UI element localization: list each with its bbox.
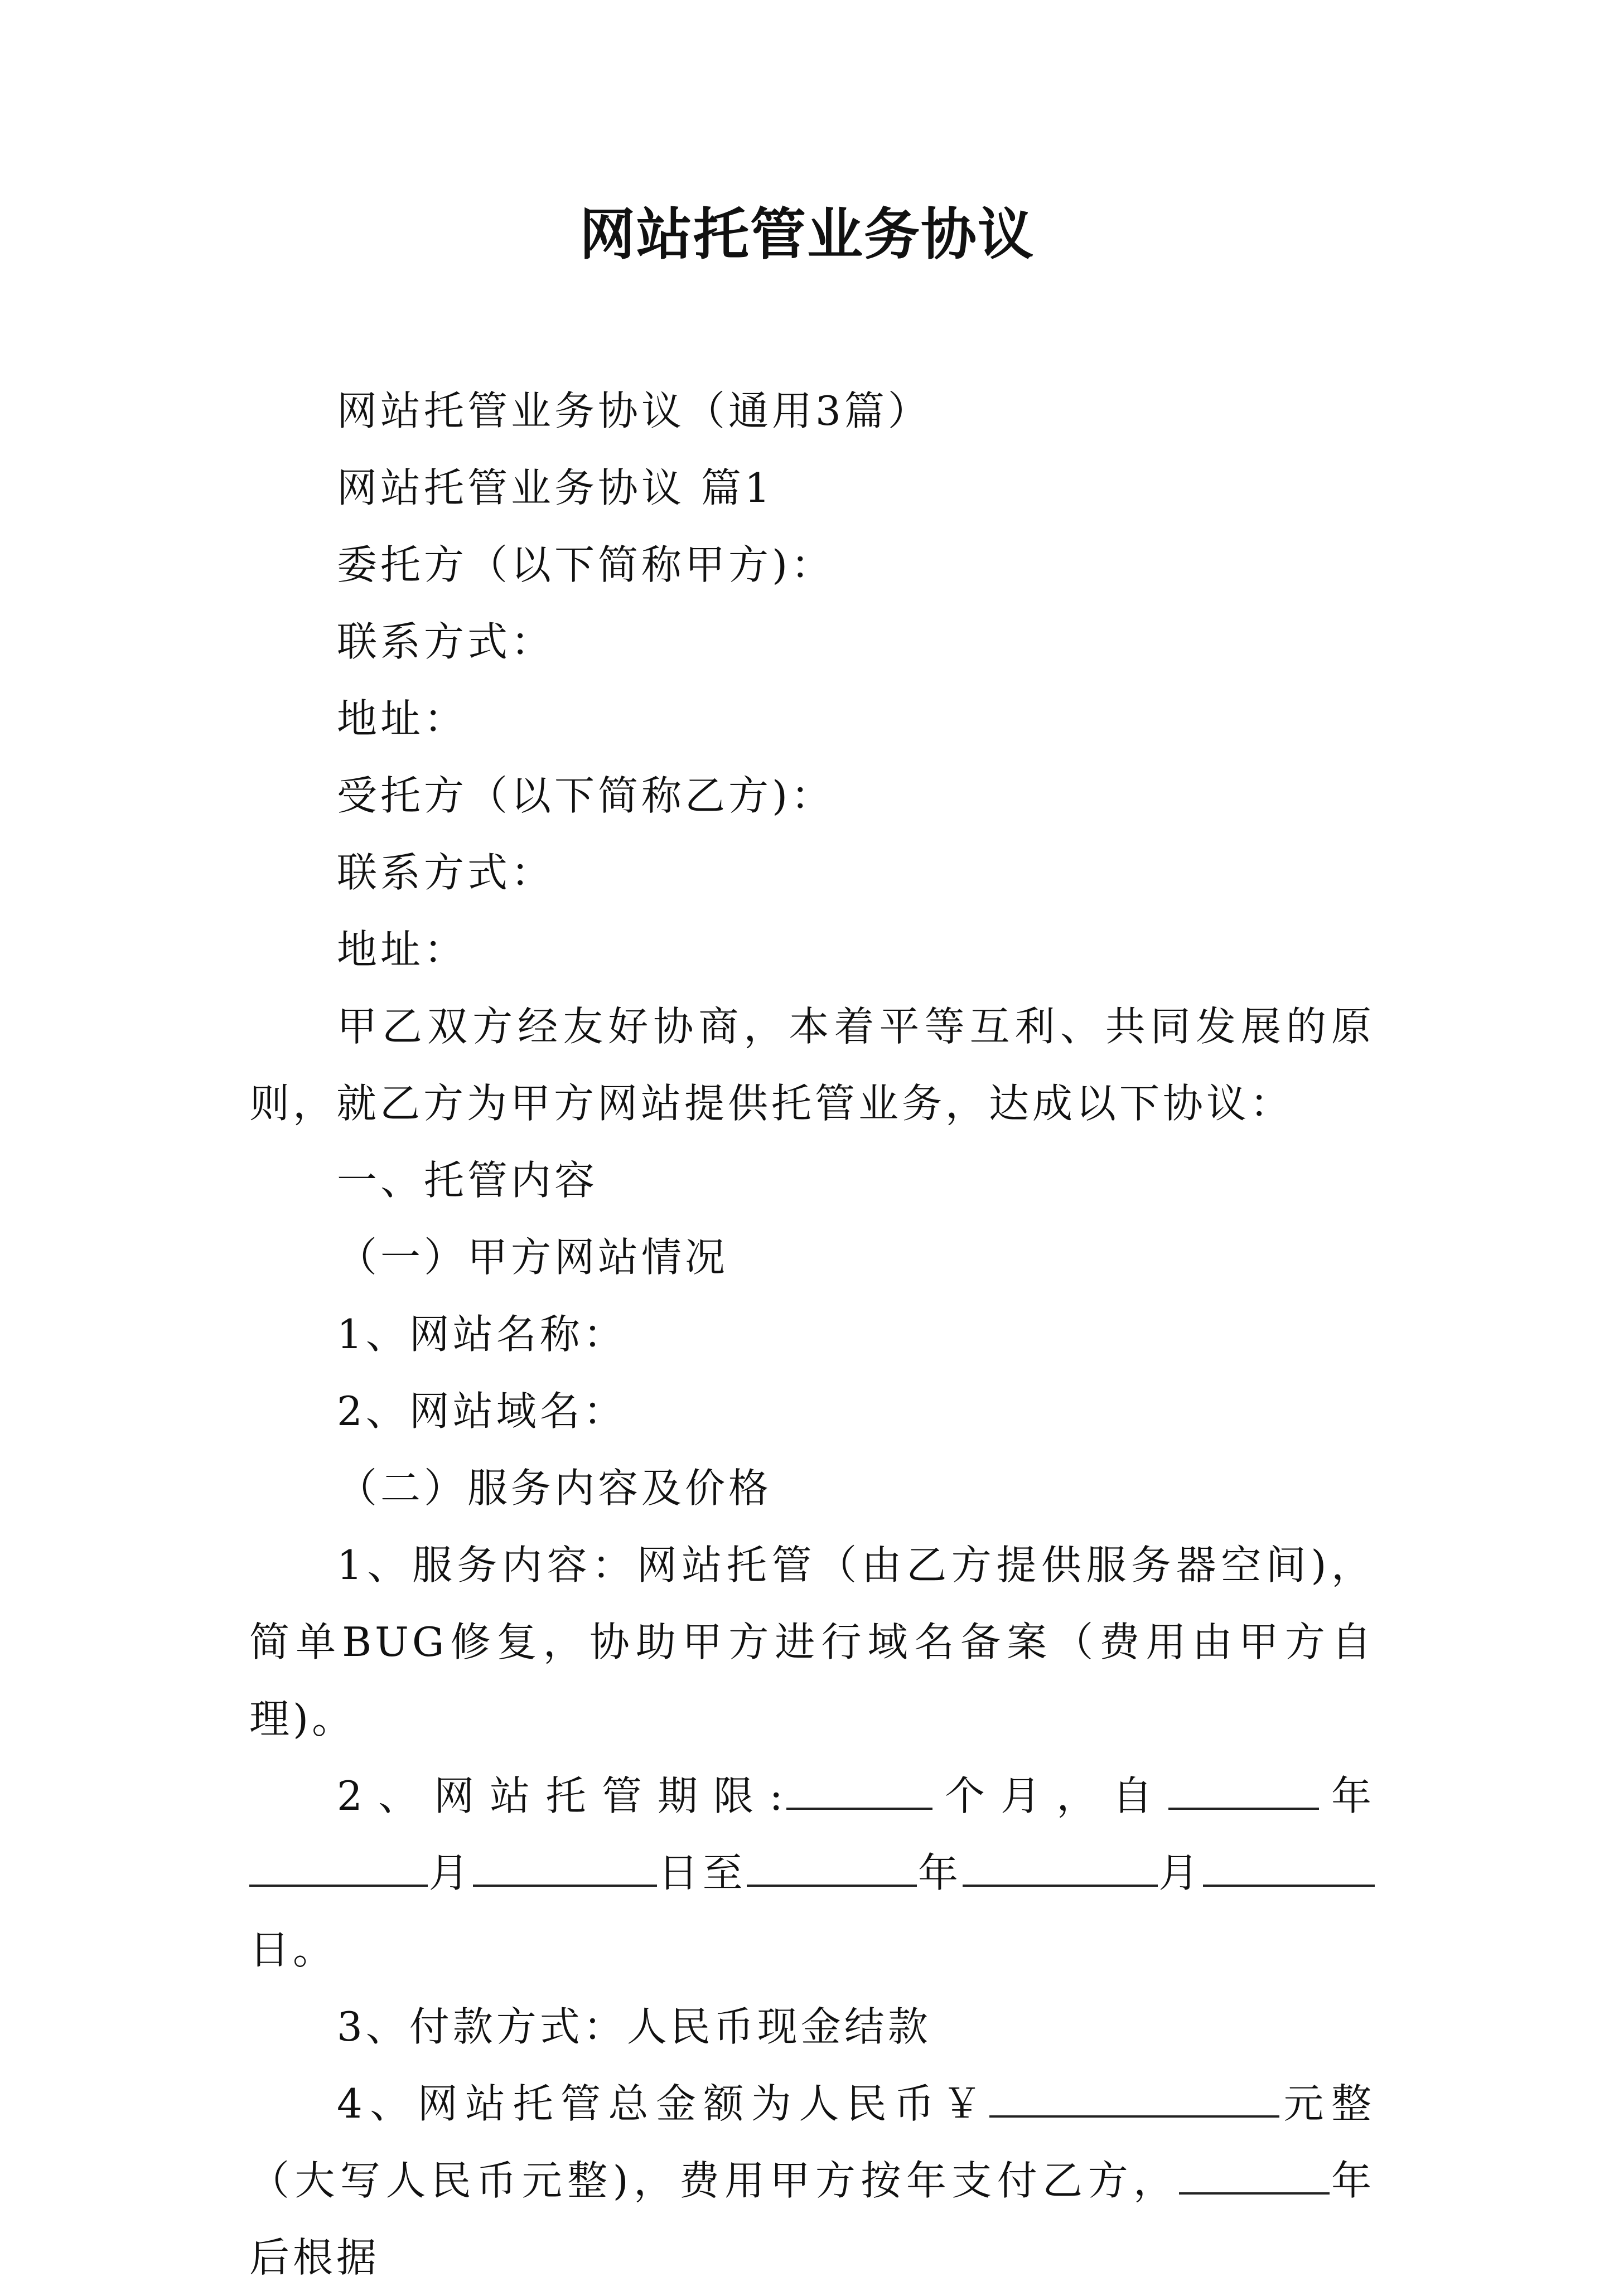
term-text-4: 月 xyxy=(428,1849,473,1896)
document-title: 网站托管业务协议 xyxy=(579,201,1035,267)
term-text-6: 年 xyxy=(917,1849,963,1896)
term-text-2: 个月，自 xyxy=(932,1772,1168,1819)
preamble-paragraph: 甲乙双方经友好协商，本着平等互利、共同发展的原则，就乙方为甲方网站提供托管业务，达成以下协议： xyxy=(249,1003,1375,1127)
term-text-1: 2、网站托管期限: xyxy=(337,1772,786,1819)
chapter-heading: 网站托管业务协议 篇1 xyxy=(337,464,774,511)
party-b-address: 地址： xyxy=(337,926,468,973)
subsection-heading-1: （一）甲方网站情况 xyxy=(337,1234,729,1281)
subsection-heading-2: （二）服务内容及价格 xyxy=(337,1465,772,1512)
service-content-paragraph: 1、服务内容：网站托管（由乙方提供服务器空间)，简单BUG修复，协助甲方进行域名备案（费用由甲方自理)。 xyxy=(249,1542,1375,1742)
intro-line: 网站托管业务协议（通用3篇） xyxy=(337,387,931,434)
website-name-item: 1、网站名称： xyxy=(337,1311,627,1358)
total-text-1: 4、网站托管总金额为人民币￥ xyxy=(337,2080,990,2127)
term-text-5: 日至 xyxy=(657,1849,747,1896)
party-a-address: 地址： xyxy=(337,695,468,742)
term-text-8: 日。 xyxy=(249,1926,337,1973)
website-domain-item: 2、网站域名： xyxy=(337,1388,627,1435)
party-a-line: 委托方（以下简称甲方)： xyxy=(337,541,835,588)
end-day-blank xyxy=(1203,1851,1375,1887)
total-amount-paragraph xyxy=(249,2065,1375,2296)
start-month-blank xyxy=(249,1851,428,1887)
end-year-blank xyxy=(747,1851,917,1887)
start-year-blank xyxy=(1168,1774,1319,1810)
start-day-blank xyxy=(473,1851,657,1887)
end-month-blank xyxy=(963,1851,1158,1887)
amount-blank xyxy=(989,2082,1279,2118)
term-text-7: 月 xyxy=(1157,1849,1203,1896)
term-text-3: 年 xyxy=(1318,1772,1375,1819)
total-text-3: 年后根据 xyxy=(249,2157,1375,2281)
party-b-contact: 联系方式： xyxy=(337,849,555,896)
months-blank xyxy=(786,1774,932,1810)
section-heading-1: 一、托管内容 xyxy=(337,1157,598,1204)
total-text-2: 元整（大写人民币元整)，费用甲方按年支付乙方， xyxy=(249,2080,1375,2204)
party-a-contact: 联系方式： xyxy=(337,618,555,665)
party-b-line: 受托方（以下简称乙方)： xyxy=(337,772,835,819)
payment-method-item: 3、付款方式：人民币现金结款 xyxy=(337,2003,931,2050)
years-blank xyxy=(1179,2159,1330,2195)
hosting-term-paragraph xyxy=(249,1757,1375,1988)
document-body xyxy=(249,372,1375,2296)
